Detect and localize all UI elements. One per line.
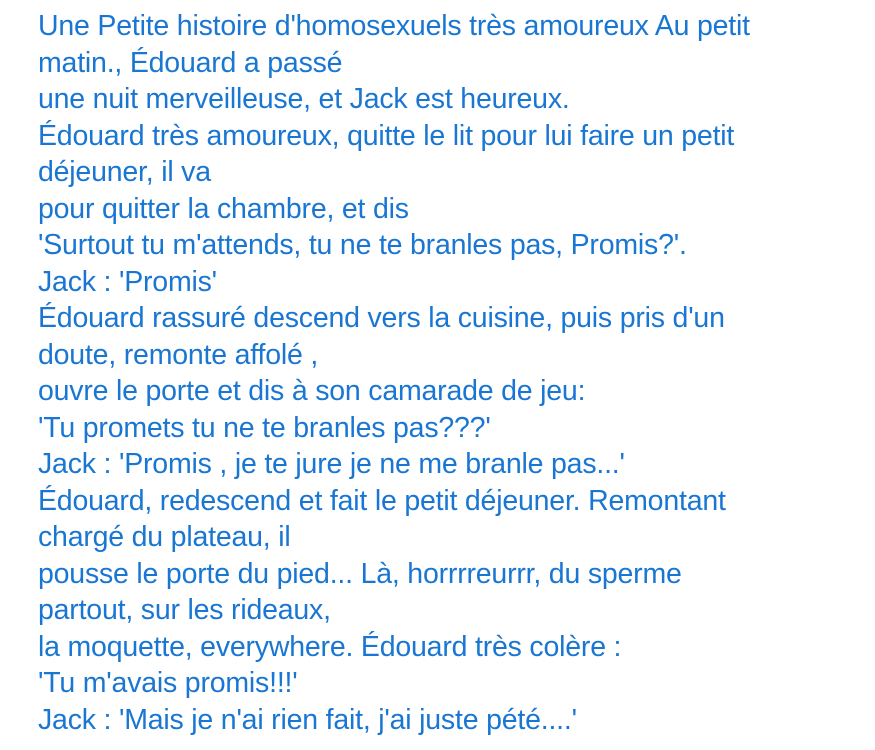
text-line: déjeuner, il va	[38, 156, 211, 188]
text-line: Édouard rassuré descend vers la cuisine, puis pris d'un	[38, 302, 725, 334]
message-text	[38, 8, 868, 738]
text-line: Une Petite histoire d'homosexuels très amoureux Au petit	[38, 10, 750, 42]
text-line: pour quitter la chambre, et dis	[38, 192, 409, 225]
text-line: Jack : 'Promis'	[38, 265, 217, 298]
text-line: doute, remonte affolé ,	[38, 338, 319, 371]
text-line: Jack : 'Promis , je te jure je ne me branle pas...'	[38, 448, 625, 480]
text-line: 'Tu m'avais promis!!!'	[38, 667, 298, 699]
text-line: 'Surtout tu m'attends, tu ne te branles pas, Promis?'.	[38, 229, 687, 261]
text-line: la moquette, everywhere. Édouard très colère :	[38, 630, 622, 663]
text-line: partout, sur les rideaux,	[38, 594, 331, 626]
text-line: matin., Édouard a passé	[38, 46, 343, 79]
text-line: 'Tu promets tu ne te branles pas???'	[38, 411, 491, 444]
text-line: Jack : 'Mais je n'ai rien fait, j'ai juste pété....'	[38, 703, 577, 736]
text-line: Édouard, redescend et fait le petit déjeuner. Remontant	[38, 484, 726, 517]
text-line: une nuit merveilleuse, et Jack est heureux.	[38, 83, 570, 115]
text-line: ouvre le porte et dis à son camarade de jeu:	[38, 375, 586, 407]
text-line: chargé du plateau, il	[38, 521, 291, 553]
text-line: Édouard très amoureux, quitte le lit pour lui faire un petit	[38, 119, 735, 152]
text-line: pousse le porte du pied... Là, horrrreurrr, du sperme	[38, 557, 682, 590]
